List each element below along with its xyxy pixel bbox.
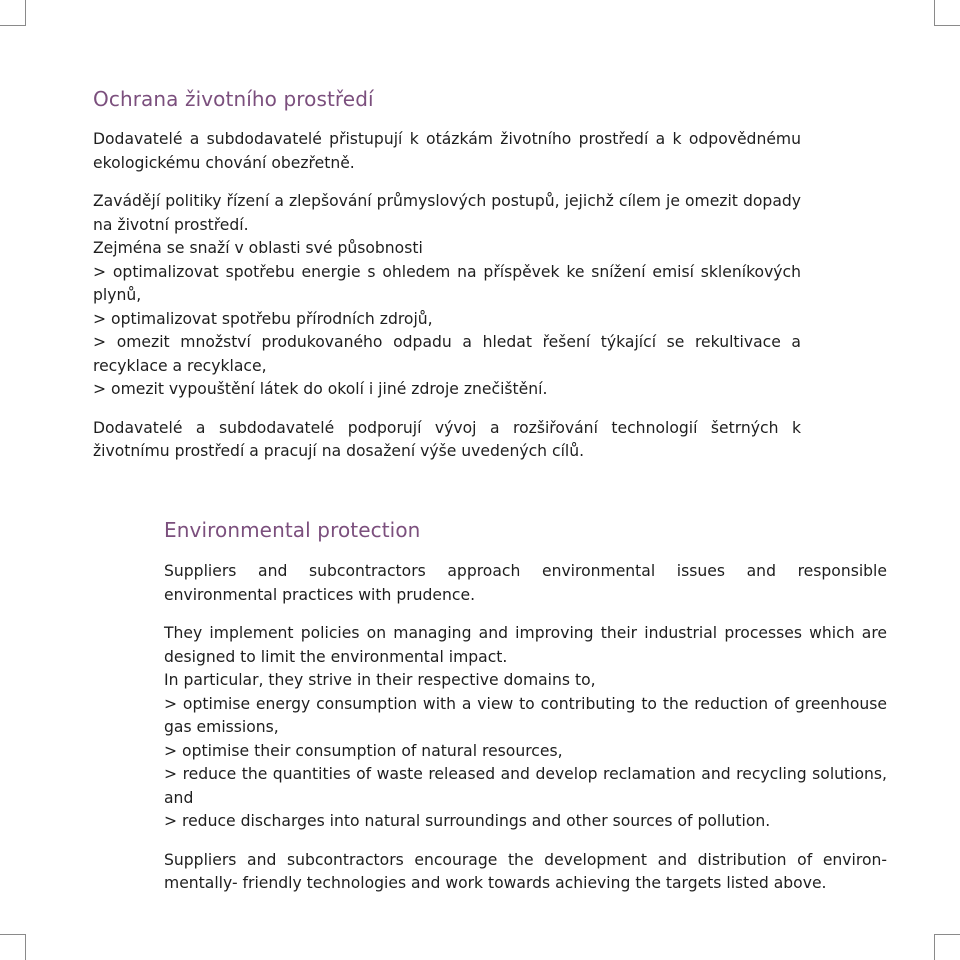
crop-mark-bottom-right bbox=[934, 934, 935, 960]
czech-section bbox=[93, 86, 801, 464]
czech-bullet-4: > omezit vypouštění látek do okolí i jiné zdroje znečištění. bbox=[93, 380, 548, 398]
english-paragraph-3: In particular, they strive in their respective domains to, bbox=[164, 671, 596, 689]
czech-bullet-2: > optimalizovat spotřebu přírodních zdrojů, bbox=[93, 309, 433, 328]
english-bullet-1: > optimise energy consumption with a view to contributing to the reduction of greenhouse gas emissions, bbox=[164, 694, 887, 736]
english-paragraph-2: They implement policies on managing and improving their industrial processes which are designed to limit the environmental impact. bbox=[164, 624, 887, 666]
crop-mark-top-left-h bbox=[0, 25, 26, 26]
english-heading: Environmental protection bbox=[164, 518, 421, 542]
czech-paragraph-2: Zavádějí politiky řízení a zlepšování průmyslových postupů, jejichž cílem je omezit dopady na životní prostředí. bbox=[93, 192, 801, 234]
crop-mark-bottom-right-h bbox=[934, 934, 960, 935]
english-paragraph-1: Suppliers and subcontractors approach environmental issues and responsible environmental practices with prudence. bbox=[164, 562, 887, 604]
crop-mark-bottom-left-h bbox=[0, 934, 26, 935]
czech-bullet-1: > optimalizovat spotřebu energie s ohledem na příspěvek ke snížení emisí skleníkových plynů, bbox=[93, 262, 801, 304]
crop-mark-bottom-left bbox=[25, 934, 26, 960]
crop-mark-top-left bbox=[25, 0, 26, 26]
english-bullet-2: > optimise their consumption of natural resources, bbox=[164, 741, 563, 760]
czech-bullet-3: > omezit množství produkovaného odpadu a hledat řešení týkající se rekultivace a recyklace a recyklace, bbox=[93, 333, 801, 375]
czech-heading: Ochrana životního prostředí bbox=[93, 87, 374, 111]
crop-mark-top-right bbox=[934, 0, 935, 26]
crop-mark-top-right-h bbox=[934, 25, 960, 26]
english-section bbox=[164, 517, 887, 896]
english-bullet-3: > reduce the quantities of waste released and develop reclamation and recycling solutions, and bbox=[164, 765, 887, 807]
english-paragraph-4: Suppliers and subcontractors encourage the development and distribution of environ-mentally- friendly technologies and work towards achieving the targets listed above. bbox=[164, 850, 887, 892]
czech-paragraph-1: Dodavatelé a subdodavatelé přistupují k otázkám životního prostředí a k odpovědnému ekologickému chování obezřetně. bbox=[93, 130, 801, 172]
czech-paragraph-4: Dodavatelé a subdodavatelé podporují vývoj a rozšiřování technologií šetrných k životnímu prostředí a pracují na dosažení výše uvedených cílů. bbox=[93, 418, 801, 460]
english-bullet-4: > reduce discharges into natural surroundings and other sources of pollution. bbox=[164, 812, 771, 830]
czech-paragraph-3: Zejména se snaží v oblasti své působnosti bbox=[93, 239, 423, 257]
